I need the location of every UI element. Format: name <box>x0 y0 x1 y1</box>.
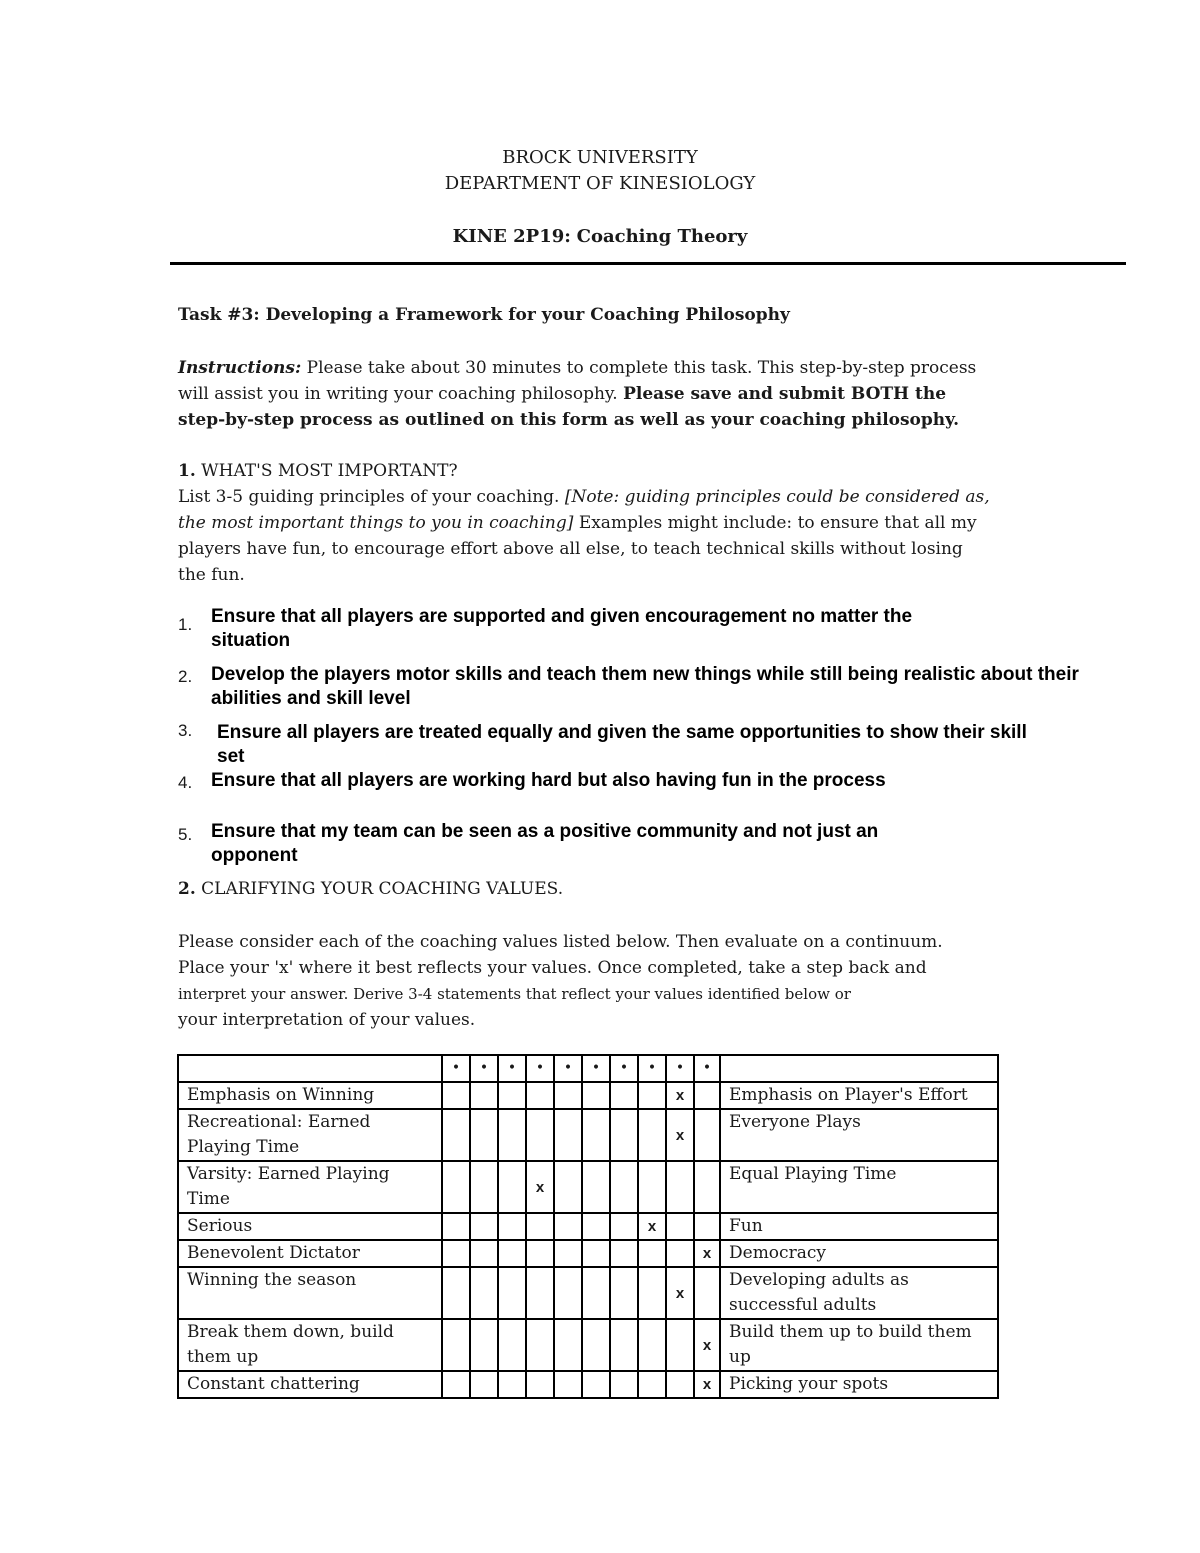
continuum-cell-3[interactable] <box>498 1371 526 1398</box>
continuum-cell-2[interactable] <box>470 1161 498 1213</box>
x-mark: x <box>675 1284 685 1302</box>
principle-item: Develop the players motor skills and teach them new things while still being realistic about their abilities and skill level <box>211 664 1079 709</box>
continuum-cell-6[interactable] <box>582 1240 610 1267</box>
task-title: Task #3: Developing a Framework for your Coaching Philosophy <box>178 305 790 325</box>
continuum-cell-1[interactable] <box>442 1319 470 1371</box>
continuum-cell-3[interactable] <box>498 1109 526 1161</box>
continuum-cell-9[interactable] <box>666 1082 694 1109</box>
continuum-cell-7[interactable] <box>610 1161 638 1213</box>
section1-heading: 1. WHAT'S MOST IMPORTANT? <box>178 461 458 481</box>
instructions-label: Instructions: <box>178 358 302 378</box>
continuum-cell-5[interactable] <box>554 1213 582 1240</box>
right-value-label: Emphasis on Player's Effort <box>720 1082 998 1109</box>
continuum-cell-2[interactable] <box>470 1319 498 1371</box>
x-mark: x <box>675 1126 685 1144</box>
continuum-cell-9[interactable] <box>666 1371 694 1398</box>
continuum-cell-2[interactable] <box>470 1371 498 1398</box>
instructions: Instructions: Please take about 30 minutes to complete this task. This step-by-step process will assist you in writing your coaching philosophy. Please save and submit BOTH the step-by-step process as outlined on this form as well as your coaching philosophy. <box>178 358 977 430</box>
continuum-cell-7[interactable] <box>610 1082 638 1109</box>
continuum-cell-8[interactable] <box>638 1240 666 1267</box>
continuum-row <box>178 1161 998 1213</box>
continuum-row <box>178 1267 998 1319</box>
continuum-cell-2[interactable] <box>470 1109 498 1161</box>
right-value-label: Developing adults as successful adults <box>720 1267 998 1319</box>
x-mark: x <box>702 1376 712 1393</box>
scale-marker-4: • <box>526 1055 554 1082</box>
principle-item: Ensure that my team can be seen as a positive community and not just an opponent <box>211 821 879 866</box>
continuum-cell-5[interactable] <box>554 1240 582 1267</box>
continuum-cell-6[interactable] <box>582 1161 610 1213</box>
section2-heading: 2. CLARIFYING YOUR COACHING VALUES. <box>178 879 564 899</box>
continuum-cell-4[interactable] <box>526 1240 554 1267</box>
scale-marker-5: • <box>554 1055 582 1082</box>
left-value-label: Recreational: Earned Playing Time <box>178 1109 442 1161</box>
continuum-cell-4[interactable] <box>526 1161 554 1213</box>
scale-marker-3: • <box>498 1055 526 1082</box>
right-value-label: Picking your spots <box>720 1371 998 1398</box>
continuum-cell-1[interactable] <box>442 1240 470 1267</box>
continuum-cell-4[interactable] <box>526 1109 554 1161</box>
continuum-cell-10[interactable] <box>694 1267 720 1319</box>
department-name: DEPARTMENT OF KINESIOLOGY <box>444 173 756 194</box>
continuum-cell-10[interactable] <box>694 1082 720 1109</box>
continuum-cell-9[interactable] <box>666 1267 694 1319</box>
continuum-cell-3[interactable] <box>498 1082 526 1109</box>
right-value-label: Equal Playing Time <box>720 1161 998 1213</box>
x-mark: x <box>535 1178 545 1196</box>
continuum-cell-2[interactable] <box>470 1213 498 1240</box>
continuum-cell-7[interactable] <box>610 1109 638 1161</box>
continuum-cell-6[interactable] <box>582 1371 610 1398</box>
principle-number: 2. <box>178 667 193 686</box>
course-code: KINE 2P19: <box>452 226 571 247</box>
continuum-cell-9[interactable] <box>666 1213 694 1240</box>
continuum-cell-3[interactable] <box>498 1240 526 1267</box>
continuum-cell-2[interactable] <box>470 1240 498 1267</box>
continuum-cell-6[interactable] <box>582 1082 610 1109</box>
left-value-label: Break them down, build them up <box>178 1319 442 1371</box>
continuum-cell-3[interactable] <box>498 1267 526 1319</box>
scale-marker-1: • <box>442 1055 470 1082</box>
principle-number: 1. <box>178 615 193 634</box>
continuum-cell-7[interactable] <box>610 1267 638 1319</box>
continuum-cell-8[interactable] <box>638 1082 666 1109</box>
continuum-cell-8[interactable] <box>638 1161 666 1213</box>
continuum-cell-6[interactable] <box>582 1319 610 1371</box>
continuum-cell-10[interactable] <box>694 1371 720 1398</box>
left-value-label: Serious <box>178 1213 442 1240</box>
continuum-cell-10[interactable] <box>694 1109 720 1161</box>
left-value-label: Emphasis on Winning <box>178 1082 442 1109</box>
continuum-cell-2[interactable] <box>470 1082 498 1109</box>
principle-number: 4. <box>178 773 193 792</box>
scale-marker-8: • <box>638 1055 666 1082</box>
continuum-cell-5[interactable] <box>554 1082 582 1109</box>
continuum-cell-7[interactable] <box>610 1240 638 1267</box>
continuum-cell-3[interactable] <box>498 1319 526 1371</box>
x-mark: x <box>702 1336 712 1354</box>
section1-intro: 1. WHAT'S MOST IMPORTANT? List 3-5 guiding principles of your coaching. [Note: guiding principles could be considered as, the most important things to you in coaching] Examples might include: to ensure that all my players have fun, to encourage effort above all else, to teach technical skills without losing the fun. <box>178 458 1138 588</box>
continuum-cell-1[interactable] <box>442 1213 470 1240</box>
continuum-cell-9[interactable] <box>666 1319 694 1371</box>
header-blank-cell <box>720 1055 998 1082</box>
continuum-cell-5[interactable] <box>554 1371 582 1398</box>
course-title <box>0 224 1200 250</box>
course-name: Coaching Theory <box>576 226 748 247</box>
scale-marker-6: • <box>582 1055 610 1082</box>
right-value-label: Everyone Plays <box>720 1109 998 1161</box>
left-value-label: Constant chattering <box>178 1371 442 1398</box>
scale-marker-9: • <box>666 1055 694 1082</box>
continuum-row <box>178 1082 998 1109</box>
continuum-cell-9[interactable] <box>666 1240 694 1267</box>
continuum-cell-4[interactable] <box>526 1267 554 1319</box>
x-mark: x <box>647 1218 657 1235</box>
continuum-cell-5[interactable] <box>554 1161 582 1213</box>
continuum-cell-1[interactable] <box>442 1371 470 1398</box>
continuum-row <box>178 1371 998 1398</box>
right-value-label: Democracy <box>720 1240 998 1267</box>
left-value-label: Benevolent Dictator <box>178 1240 442 1267</box>
continuum-cell-10[interactable] <box>694 1161 720 1213</box>
continuum-cell-4[interactable] <box>526 1371 554 1398</box>
university-name: BROCK UNIVERSITY <box>502 147 698 168</box>
continuum-cell-10[interactable] <box>694 1240 720 1267</box>
continuum-cell-1[interactable] <box>442 1109 470 1161</box>
continuum-cell-5[interactable] <box>554 1267 582 1319</box>
continuum-cell-3[interactable] <box>498 1213 526 1240</box>
continuum-cell-9[interactable] <box>666 1109 694 1161</box>
continuum-cell-4[interactable] <box>526 1319 554 1371</box>
header-blank-cell <box>178 1055 442 1082</box>
header-rule <box>170 262 1126 265</box>
continuum-cell-1[interactable] <box>442 1082 470 1109</box>
values-continuum-table <box>177 1054 999 1399</box>
scale-header-row <box>178 1055 998 1082</box>
continuum-cell-7[interactable] <box>610 1371 638 1398</box>
continuum-cell-6[interactable] <box>582 1267 610 1319</box>
continuum-cell-10[interactable] <box>694 1319 720 1371</box>
right-value-label: Build them up to build them up <box>720 1319 998 1371</box>
left-value-label: Varsity: Earned Playing Time <box>178 1161 442 1213</box>
continuum-cell-4[interactable] <box>526 1082 554 1109</box>
scale-marker-2: • <box>470 1055 498 1082</box>
continuum-cell-9[interactable] <box>666 1161 694 1213</box>
continuum-row <box>178 1319 998 1371</box>
continuum-cell-8[interactable] <box>638 1371 666 1398</box>
continuum-cell-6[interactable] <box>582 1109 610 1161</box>
continuum-cell-8[interactable] <box>638 1319 666 1371</box>
continuum-row <box>178 1240 998 1267</box>
continuum-cell-2[interactable] <box>470 1267 498 1319</box>
principle-item: Ensure that all players are working hard but also having fun in the process <box>211 770 886 791</box>
scale-marker-7: • <box>610 1055 638 1082</box>
right-value-label: Fun <box>720 1213 998 1240</box>
continuum-cell-10[interactable] <box>694 1213 720 1240</box>
continuum-cell-5[interactable] <box>554 1319 582 1371</box>
continuum-row <box>178 1109 998 1161</box>
continuum-cell-4[interactable] <box>526 1213 554 1240</box>
continuum-cell-3[interactable] <box>498 1161 526 1213</box>
left-value-label: Winning the season <box>178 1267 442 1319</box>
principle-number: 5. <box>178 825 193 844</box>
continuum-cell-7[interactable] <box>610 1319 638 1371</box>
section2-paragraph: Please consider each of the coaching values listed below. Then evaluate on a continuum. Place your 'x' where it best reflects your values. Once completed, take a step back and interpret your answer. Derive 3-4 statements that reflect your values identified below or your interpretation of your values. <box>178 932 943 1030</box>
principle-item: Ensure all players are treated equally and given the same opportunities to show their skill set <box>217 722 1027 767</box>
continuum-cell-6[interactable] <box>582 1213 610 1240</box>
continuum-cell-8[interactable] <box>638 1267 666 1319</box>
continuum-cell-8[interactable] <box>638 1109 666 1161</box>
continuum-cell-8[interactable] <box>638 1213 666 1240</box>
continuum-row <box>178 1213 998 1240</box>
continuum-cell-1[interactable] <box>442 1161 470 1213</box>
x-mark: x <box>675 1087 685 1104</box>
x-mark: x <box>702 1245 712 1262</box>
principle-number: 3. <box>178 721 193 740</box>
continuum-cell-5[interactable] <box>554 1109 582 1161</box>
principle-item: Ensure that all players are supported and given encouragement no matter the situation <box>211 606 913 651</box>
continuum-cell-1[interactable] <box>442 1267 470 1319</box>
continuum-cell-7[interactable] <box>610 1213 638 1240</box>
scale-marker-10: • <box>694 1055 720 1082</box>
